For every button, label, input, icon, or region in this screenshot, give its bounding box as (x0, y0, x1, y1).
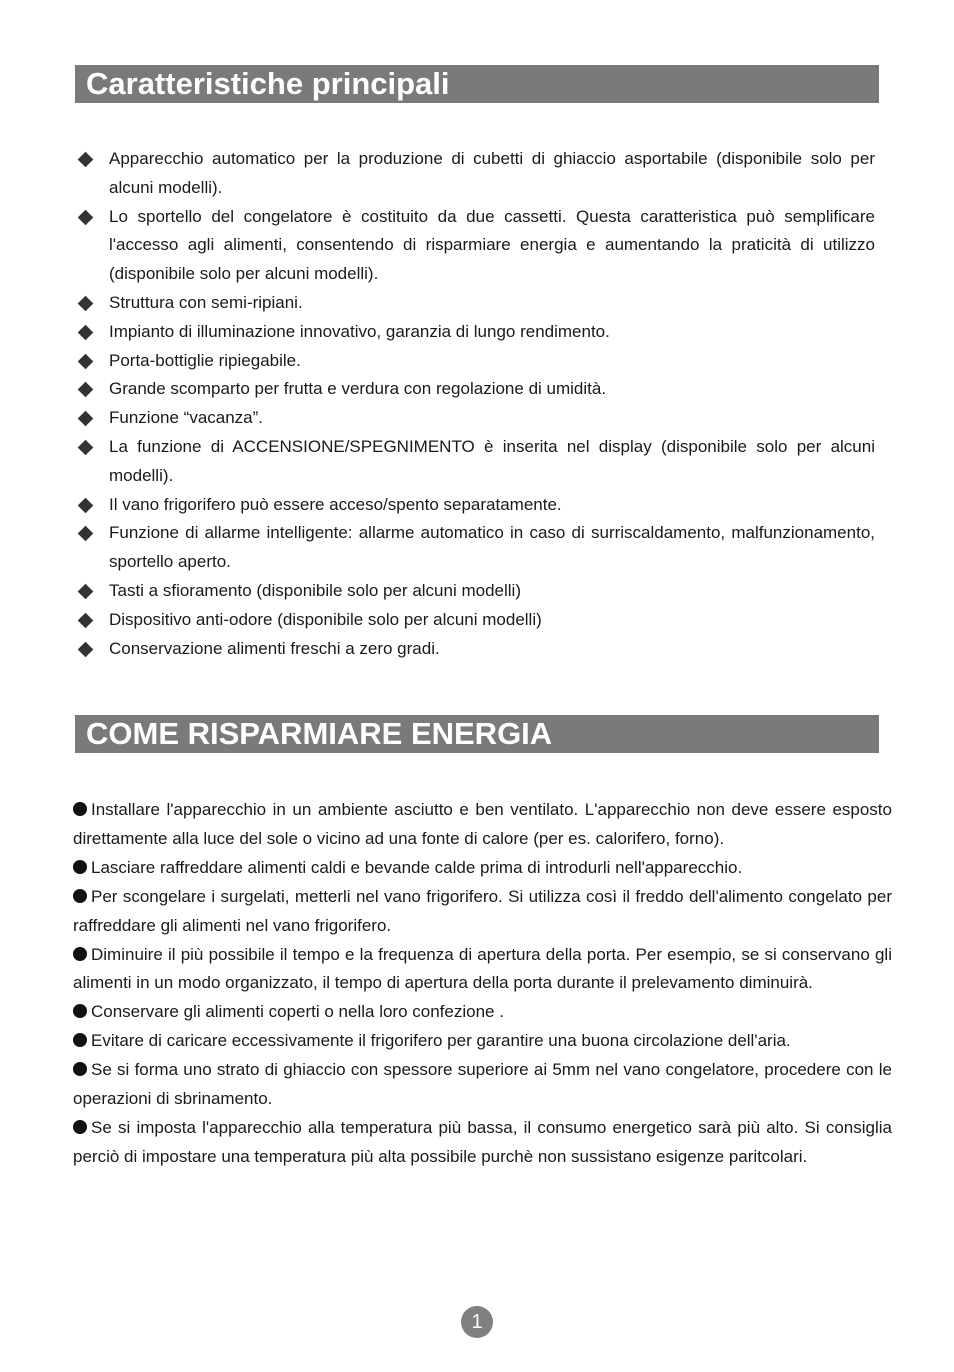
features-list-item (75, 519, 875, 577)
energy-tip-item (73, 796, 892, 854)
diamond-bullet-icon (78, 325, 94, 341)
diamond-bullet-icon (78, 612, 94, 628)
feature-text: Lo sportello del congelatore è costituito da due cassetti. Questa caratteristica può semplificare l'accesso agli alimenti, consentendo di risparmiare energia e aumentando la praticità di utilizzo (disponibile solo per alcuni modelli). (109, 206, 875, 284)
energy-tip-text: Diminuire il più possibile il tempo e la frequenza di apertura della porta. Per esempio, se si conservano gli alimenti in un modo organizzato, il tempo di apertura della porta durante il prelevamento diminuirà. (73, 944, 892, 993)
features-list-item (75, 606, 875, 635)
energy-tip-item (73, 998, 892, 1027)
feature-text: Apparecchio automatico per la produzione di cubetti di ghiaccio asportabile (disponibile solo per alcuni modelli). (109, 149, 875, 197)
circle-bullet-icon (73, 1004, 87, 1018)
features-list-item (75, 347, 875, 376)
feature-text: Porta-bottiglie ripiegabile. (109, 350, 301, 370)
energy-tip-text: Installare l'apparecchio in un ambiente asciutto e ben ventilato. L'apparecchio non deve essere esposto direttamente alla luce del sole o vicino ad una fonte di calore (per es. calorifero, forno). (73, 800, 892, 848)
energy-tip-text: Conservare gli alimenti coperti o nella loro confezione . (91, 1002, 504, 1022)
features-list-item (75, 433, 875, 491)
circle-bullet-icon (73, 1062, 87, 1076)
feature-text: Impianto di illuminazione innovativo, garanzia di lungo rendimento. (109, 321, 610, 341)
diamond-bullet-icon (78, 641, 94, 657)
energy-tips-list (73, 796, 892, 1172)
features-list-item (75, 289, 875, 318)
energy-tip-item (73, 941, 892, 999)
diamond-bullet-icon (78, 209, 94, 225)
energy-tip-item (73, 1056, 892, 1114)
energy-tip-item (73, 1114, 892, 1172)
energy-section-title: COME RISPARMIARE ENERGIA (75, 715, 879, 753)
energy-tip-text: Per scongelare i surgelati, metterli nel vano frigorifero. Si utilizza così il freddo dell'alimento congelato per raffreddare gli alimenti nel vano frigorifero. (73, 886, 892, 935)
page-number: 1 (461, 1306, 493, 1338)
feature-text: Struttura con semi-ripiani. (109, 292, 303, 312)
diamond-bullet-icon (78, 382, 94, 398)
diamond-bullet-icon (78, 296, 94, 312)
circle-bullet-icon (73, 889, 87, 903)
features-list-item (75, 635, 875, 664)
energy-tip-text: Evitare di caricare eccessivamente il frigorifero per garantire una buona circolazione dell'aria. (91, 1031, 791, 1051)
circle-bullet-icon (73, 802, 87, 816)
energy-tip-text: Se si forma uno strato di ghiaccio con spessore superiore ai 5mm nel vano congelatore, procedere con le operazioni di sbrinamento. (73, 1060, 892, 1109)
diamond-bullet-icon (78, 526, 94, 542)
features-list-item (75, 404, 875, 433)
circle-bullet-icon (73, 1120, 87, 1134)
feature-text: Funzione “vacanza”. (109, 408, 264, 428)
feature-text: Dispositivo anti-odore (disponibile solo per alcuni modelli) (109, 609, 542, 629)
diamond-bullet-icon (78, 353, 94, 369)
energy-tip-item (73, 883, 892, 941)
diamond-bullet-icon (78, 152, 94, 168)
diamond-bullet-icon (78, 497, 94, 513)
feature-text: Il vano frigorifero può essere acceso/spento separatamente. (109, 494, 562, 514)
features-list-item (75, 145, 875, 203)
features-list-item (75, 375, 875, 404)
features-list-item (75, 318, 875, 347)
energy-tip-text: Lasciare raffreddare alimenti caldi e bevande calde prima di introdurli nell'apparecchio. (91, 857, 743, 877)
features-section-title: Caratteristiche principali (75, 65, 879, 103)
circle-bullet-icon (73, 947, 87, 961)
feature-text: Grande scomparto per frutta e verdura con regolazione di umidità. (109, 379, 607, 399)
features-list-item (75, 203, 875, 289)
energy-tip-item (73, 854, 892, 883)
features-list-item (75, 491, 875, 520)
diamond-bullet-icon (78, 440, 94, 456)
diamond-bullet-icon (78, 411, 94, 427)
features-list (75, 145, 875, 663)
circle-bullet-icon (73, 860, 87, 874)
energy-tip-text: Se si imposta l'apparecchio alla temperatura più bassa, il consumo energetico sarà più alto. Si consiglia perciò di impostare una temperatura più alta possibile purchè non sussistano esigenze paritcolari. (73, 1117, 892, 1166)
diamond-bullet-icon (78, 584, 94, 600)
circle-bullet-icon (73, 1033, 87, 1047)
feature-text: Funzione di allarme intelligente: allarme automatico in caso di surriscaldamento, malfunzionamento, sportello aperto. (109, 523, 875, 572)
feature-text: Conservazione alimenti freschi a zero gradi. (109, 638, 440, 658)
energy-tip-item (73, 1027, 892, 1056)
feature-text: Tasti a sfioramento (disponibile solo per alcuni modelli) (109, 580, 521, 600)
feature-text: La funzione di ACCENSIONE/SPEGNIMENTO è inserita nel display (disponibile solo per alcuni modelli). (109, 436, 875, 485)
features-list-item (75, 577, 875, 606)
